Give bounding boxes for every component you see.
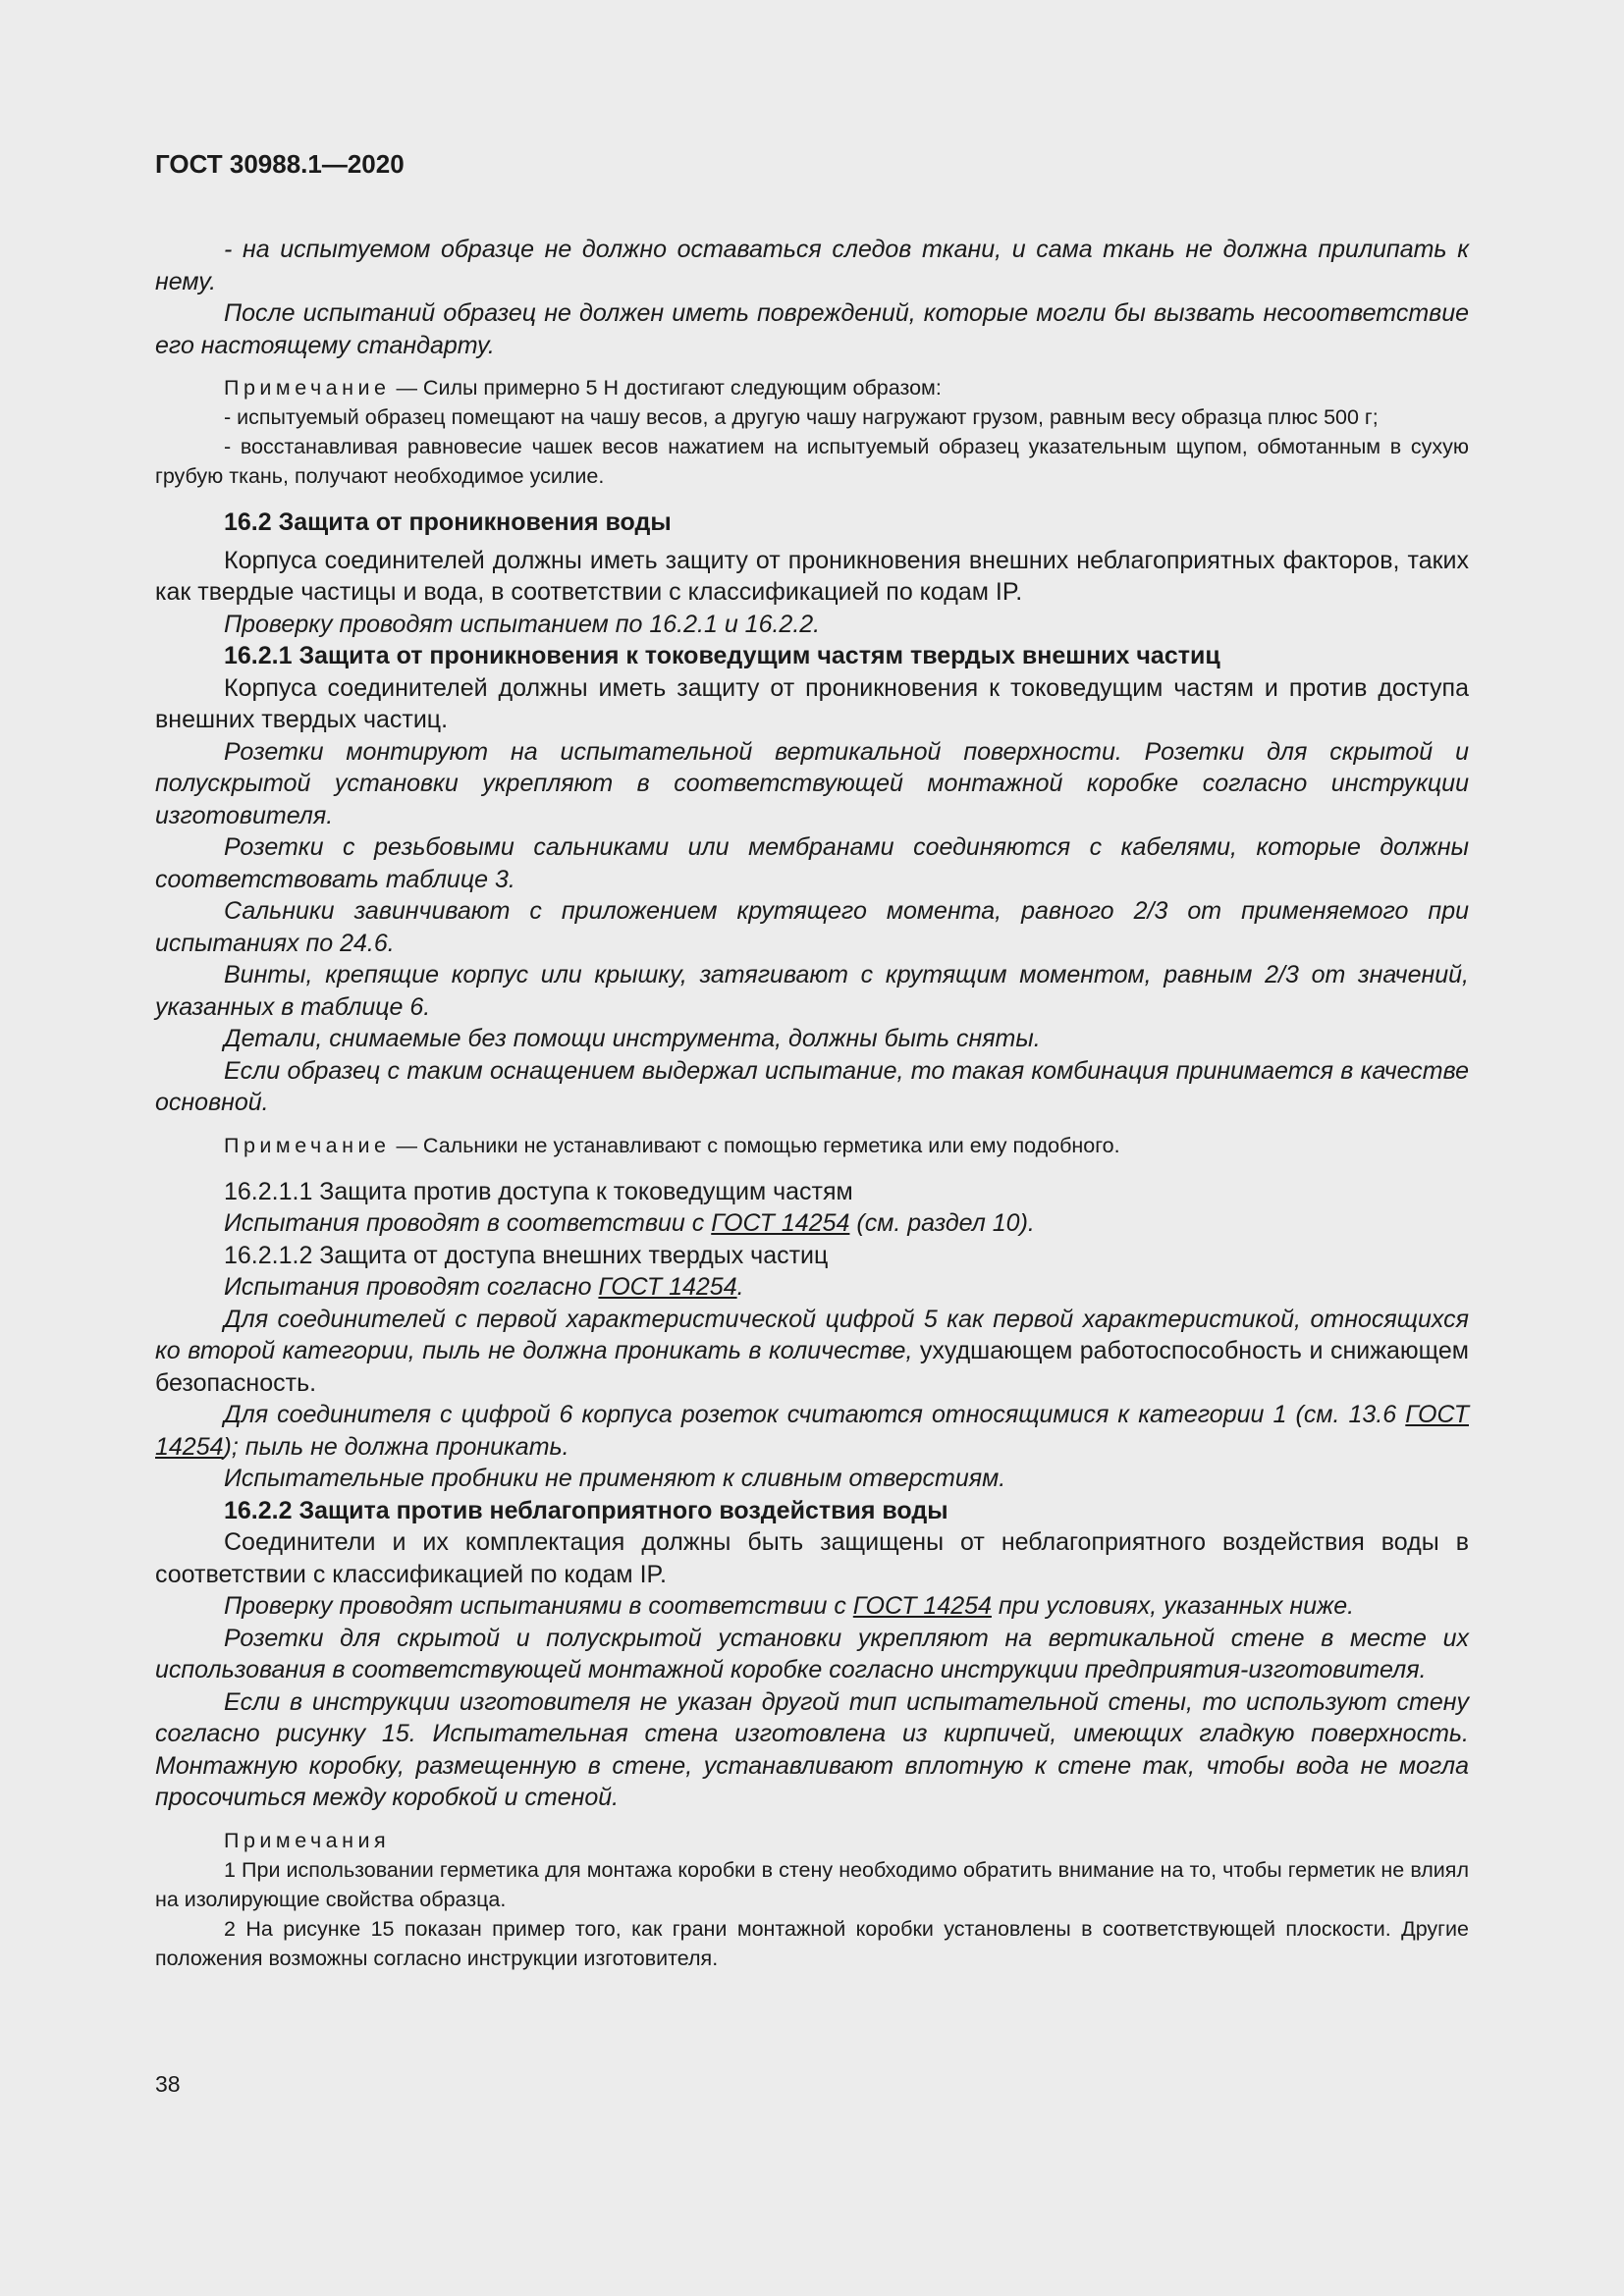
standard-link[interactable]: ГОСТ 14254	[155, 1401, 1469, 1461]
paragraph: Детали, снимаемые без помощи инструмента, должны быть сняты.	[224, 1025, 1041, 1052]
document-code-header: ГОСТ 30988.1—2020	[155, 149, 405, 179]
subsection-heading-16-2-1-2: 16.2.1.2 Защита от доступа внешних твердых частиц	[224, 1241, 829, 1269]
note-item: 2 На рисунке 15 показан пример того, как грани монтажной коробки установлены в соответствующей плоскости. Другие положения возможны согласно инструкции изготовителя.	[155, 1916, 1469, 1970]
paragraph: Для соединителя с цифрой 6 корпуса розеток считаются относящимися к категории 1 (см. 13.6 ГОСТ 14254); пыль не должна проникать.	[155, 1401, 1469, 1461]
note-line	[155, 1131, 1469, 1160]
paragraph: Сальники завинчивают с приложением крутящего момента, равного 2/3 от применяемого при испытаниях по 24.6.	[155, 897, 1469, 957]
paragraph: Если образец с таким оснащением выдержал испытание, то такая комбинация принимается в качестве основной.	[155, 1056, 1469, 1116]
section-heading-16-2-2: 16.2.2 Защита против неблагоприятного воздействия воды	[224, 1496, 948, 1524]
note-dash: —	[396, 1133, 417, 1157]
paragraph: Для соединителей с первой характеристической цифрой 5 как первой характеристикой, относящихся ко второй категории, пыль не должна проникать в количестве, ухудшающем работоспособность и снижающем безопасность.	[155, 1305, 1469, 1397]
paragraph: Розетки с резьбовыми сальниками или мембранами соединяются с кабелями, которые должны соответствовать таблице 3.	[155, 833, 1469, 893]
note-label: Примечание	[224, 1133, 391, 1157]
subsection-heading-16-2-1-1: 16.2.1.1 Защита против доступа к токоведущим частям	[224, 1177, 853, 1205]
note-text: Сальники не устанавливают с помощью герметика или ему подобного.	[422, 1133, 1120, 1157]
paragraph: Корпуса соединителей должны иметь защиту от проникновения к токоведущим частям и против доступа внешних твердых частиц.	[155, 673, 1469, 733]
note-item: - восстанавливая равновесие чашек весов нажатием на испытуемый образец указательным щупом, обмотанным в сухую грубую ткань, получают необходимое усилие.	[155, 435, 1469, 488]
section-heading-16-2-1: 16.2.1 Защита от проникновения к токоведущим частям твердых внешних частиц	[224, 642, 1220, 669]
notes-block	[155, 1826, 1469, 1973]
document-body	[155, 234, 1469, 1973]
paragraph: Испытательные пробники не применяют к сливным отверстиям.	[224, 1465, 1006, 1492]
standard-link[interactable]: ГОСТ 14254	[711, 1209, 850, 1237]
paragraph: Соединители и их комплектация должны быть защищены от неблагоприятного воздействия воды в соответствии с классификацией по кодам IP.	[155, 1528, 1469, 1588]
standard-link[interactable]: ГОСТ 14254	[852, 1592, 992, 1620]
paragraph: Проверку проводят испытанием по 16.2.1 и 16.2.2.	[224, 610, 821, 638]
paragraph: Проверку проводят испытаниями в соответствии с ГОСТ 14254 при условиях, указанных ниже.	[224, 1592, 1355, 1620]
paragraph: Розетки монтируют на испытательной вертикальной поверхности. Розетки для скрытой и полускрытой установки укрепляют в соответствующей монтажной коробке согласно инструкции изготовителя.	[155, 737, 1469, 829]
note-text: Силы примерно 5 Н достигают следующим образом:	[422, 376, 942, 400]
standard-link[interactable]: ГОСТ 14254	[598, 1273, 737, 1301]
note-label: Примечание	[224, 376, 391, 400]
section-heading-16-2: 16.2 Защита от проникновения воды	[224, 508, 672, 536]
note-item: 1 При использовании герметика для монтажа коробки в стену необходимо обратить внимание на то, чтобы герметик не влиял на изолирующие свойства образца.	[155, 1857, 1469, 1911]
paragraph: Если в инструкции изготовителя не указан другой тип испытательной стены, то используют стену согласно рисунку 15. Испытательная стена изготовлена из кирпичей, имеющих гладкую поверхность. Монтажную коробку, размещенную в стене, устанавливают вплотную к стене так, чтобы вода не могла просочиться между коробкой и стеной.	[155, 1687, 1469, 1811]
note-line	[155, 373, 1469, 402]
paragraph: Розетки для скрытой и полускрытой установки укрепляют на вертикальной стене в месте их использования в соответствующей монтажной коробке согласно инструкции предприятия-изготовителя.	[155, 1624, 1469, 1683]
paragraph: Винты, крепящие корпус или крышку, затягивают с крутящим моментом, равным 2/3 от значений, указанных в таблице 6.	[155, 961, 1469, 1021]
note-dash: —	[396, 376, 417, 400]
notes-title: Примечания	[224, 1828, 391, 1852]
note-block	[155, 373, 1469, 491]
paragraph: Корпуса соединителей должны иметь защиту от проникновения внешних неблагоприятных факторов, таких как твердые частицы и вода, в соответствии с классификацией по кодам IP.	[155, 546, 1469, 606]
paragraph: Испытания проводят в соответствии с ГОСТ 14254 (см. раздел 10).	[224, 1209, 1035, 1237]
note-item: - испытуемый образец помещают на чашу весов, а другую чашу нагружают грузом, равным весу образца плюс 500 г;	[224, 405, 1379, 429]
paragraph: - на испытуемом образце не должно оставаться следов ткани, и сама ткань не должна прилипать к нему.	[155, 236, 1469, 295]
paragraph: Испытания проводят согласно ГОСТ 14254.	[224, 1273, 744, 1301]
note-block	[155, 1131, 1469, 1160]
document-page	[155, 147, 1469, 1973]
paragraph: После испытаний образец не должен иметь повреждений, которые могли бы вызвать несоответствие его настоящему стандарту.	[155, 299, 1469, 359]
page-number: 38	[155, 2071, 181, 2097]
